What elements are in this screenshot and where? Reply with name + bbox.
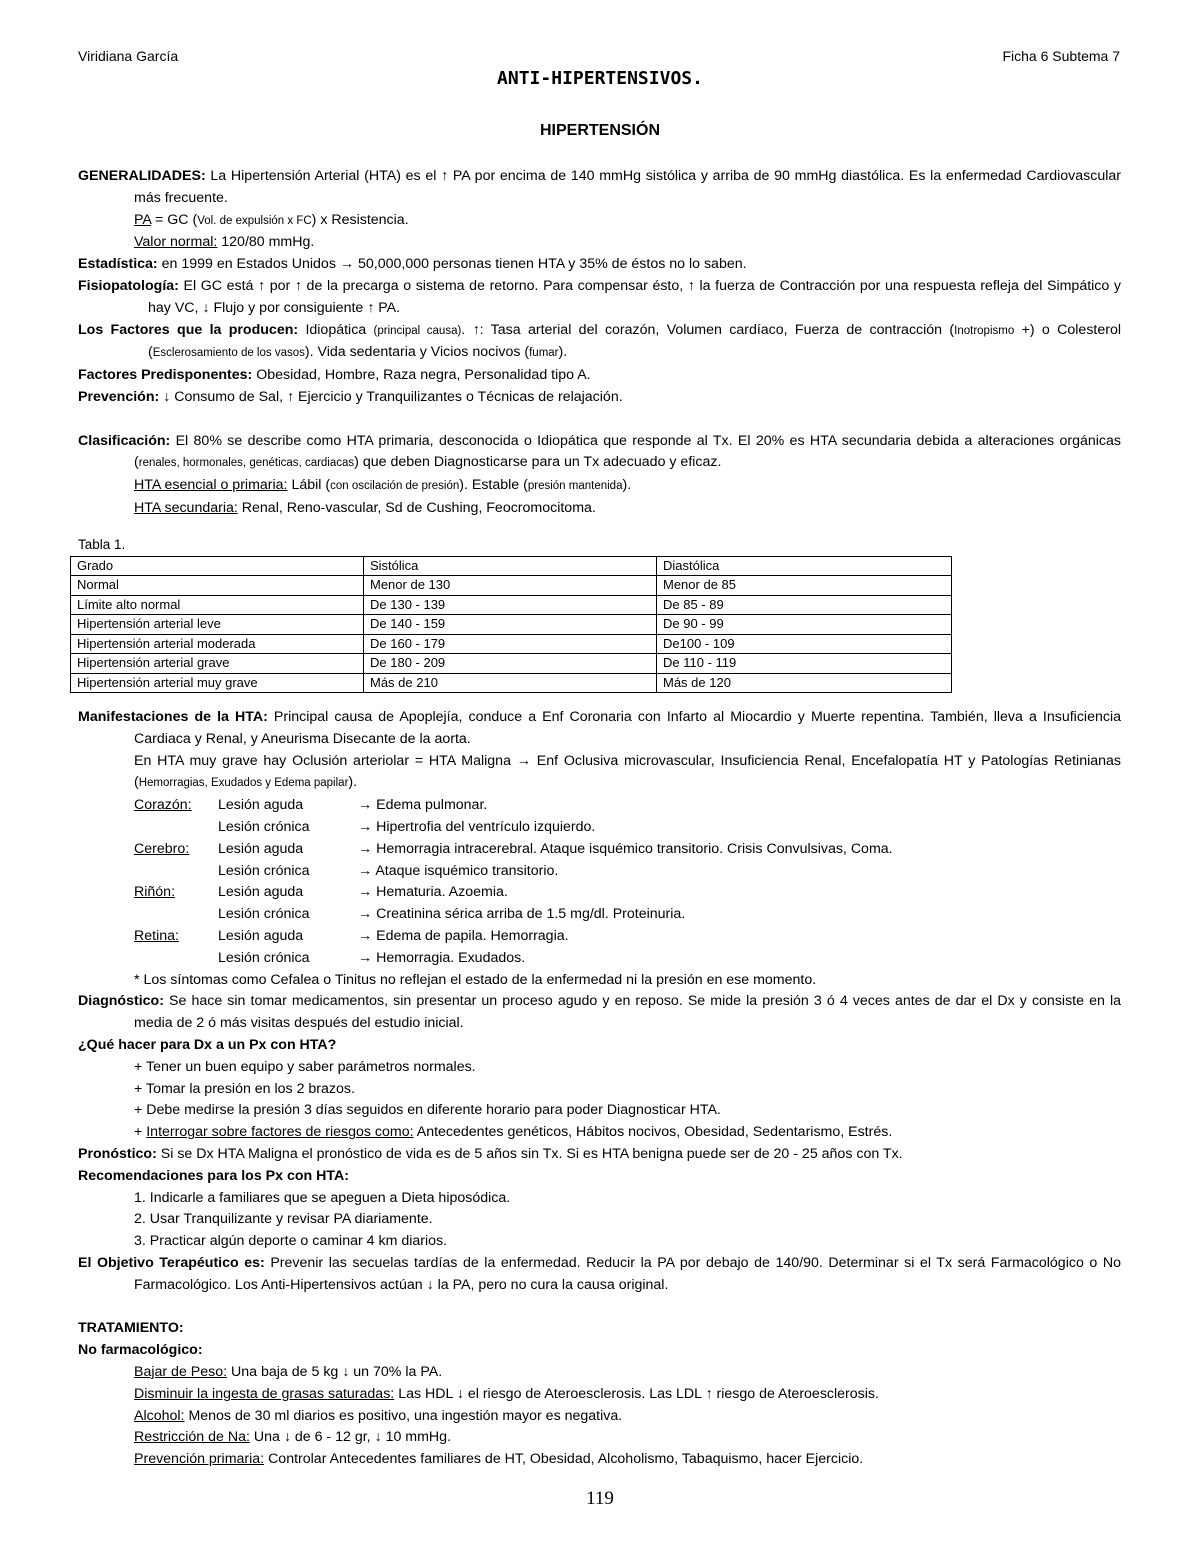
pa-text-a: = GC (: [155, 211, 198, 228]
fisiopatologia-label: Fisiopatología:: [78, 277, 179, 294]
lesion-type: Lesión aguda: [218, 797, 304, 814]
lesion-type: Lesión aguda: [218, 884, 304, 901]
table-cell: Hipertensión arterial muy grave: [71, 673, 364, 693]
diagnostico-paragraph: [78, 991, 1121, 1035]
organ-name: [134, 861, 218, 883]
objetivo-text: Prevenir las secuelas tardías de la enfermedad. Reducir la PA por debajo de 140/90. Determinar si el Tx será Farmacológico o No Farmacológico. Los Anti-Hipertensivos actúan ↓ la PA, pero no cura la causa original.: [134, 1254, 1121, 1293]
que-hacer-item: + Tomar la presión en los 2 brazos.: [134, 1080, 355, 1097]
hta-esencial: [78, 475, 1121, 498]
hta-esencial-s1: con oscilación de presión: [330, 480, 460, 493]
table-header-cell: Grado: [71, 556, 364, 576]
lesion-type: Lesión aguda: [218, 928, 304, 945]
sintomas-note: * Los síntomas como Cefalea o Tinitus no reflejan el estado de la enfermedad ni la presión en ese momento.: [134, 971, 817, 988]
predisponentes-text: Obesidad, Hombre, Raza negra, Personalidad tipo A.: [256, 367, 591, 384]
table-cell: De 130 - 139: [364, 595, 657, 615]
factores-paragraph: [78, 320, 1121, 366]
fisiopatologia-paragraph: [78, 276, 1121, 320]
lesion-effect: → Edema pulmonar.: [358, 797, 488, 814]
organ-name: Corazón:: [134, 797, 192, 814]
organ-name: Cerebro:: [134, 840, 190, 857]
no-farmacologico-heading: No farmacológico:: [78, 1342, 203, 1359]
organ-lesion-row: [78, 861, 1121, 883]
que-hacer-last-label: Interrogar sobre factores de riesgos como:: [146, 1124, 414, 1141]
recomendaciones-heading: Recomendaciones para los Px con HTA:: [78, 1167, 349, 1184]
pronostico-text: Si se Dx HTA Maligna el pronóstico de vida es de 5 años sin Tx. Si es HTA benigna puede ser de 20 - 25 años con Tx.: [160, 1145, 903, 1162]
organ-lesion-row: [78, 926, 1121, 948]
organ-lesion-row: [78, 948, 1121, 970]
que-hacer-prefix: +: [134, 1124, 147, 1141]
tratamiento-heading: TRATAMIENTO:: [78, 1320, 184, 1337]
factores-label: Los Factores que la producen:: [78, 321, 299, 338]
organ-lesion-row: [78, 839, 1121, 861]
table-cell: De 160 - 179: [364, 634, 657, 654]
organ-name: [134, 817, 218, 839]
generalidades-paragraph: [78, 166, 1121, 210]
hta-esencial-c: ).: [622, 477, 632, 494]
clasificacion-s1: renales, hormonales, genéticas, cardiacas: [138, 457, 355, 470]
tratamiento-item-label: Bajar de Peso:: [134, 1363, 228, 1380]
table-cell: De 90 - 99: [657, 615, 952, 635]
organ-lesions-list: [78, 795, 1121, 969]
tratamiento-item: [78, 1406, 1121, 1428]
prevencion-label: Prevención:: [78, 388, 160, 405]
table-row: [71, 595, 952, 615]
que-hacer-last-text: Antecedentes genéticos, Hábitos nocivos, Obesidad, Sedentarismo, Estrés.: [416, 1124, 893, 1141]
objetivo-paragraph: [78, 1253, 1121, 1297]
hta-esencial-a: Lábil (: [291, 477, 331, 494]
factores-t1: Idiopática: [305, 321, 367, 338]
lesion-type: Lesión crónica: [218, 949, 310, 966]
table-cell: Hipertensión arterial moderada: [71, 634, 364, 654]
hta-maligna-s: Hemorragias, Exudados y Edema papilar: [138, 777, 349, 790]
lesion-effect: → Ataque isquémico transitorio.: [358, 862, 559, 879]
hta-esencial-s2: presión mantenida: [527, 480, 623, 493]
valor-normal-text: 120/80 mmHg.: [221, 234, 315, 251]
valor-normal: [78, 232, 1121, 254]
table-cell: Hipertensión arterial grave: [71, 654, 364, 674]
estadistica-label: Estadística:: [78, 256, 158, 273]
hta-maligna-b: ).: [348, 774, 358, 791]
que-hacer-heading: ¿Qué hacer para Dx a un Px con HTA?: [78, 1037, 337, 1053]
document-body: [78, 166, 1121, 1471]
lesion-type: Lesión crónica: [218, 819, 310, 836]
lesion-effect: → Hipertrofia del ventrículo izquierdo.: [358, 819, 596, 836]
recomendacion-item: 1. Indicarle a familiares que se apeguen a Dieta hiposódica.: [134, 1189, 511, 1206]
objetivo-label: El Objetivo Terapéutico es:: [78, 1254, 265, 1271]
organ-lesion-row: [78, 795, 1121, 817]
valor-normal-label: Valor normal:: [134, 234, 218, 251]
table-cell: Normal: [71, 576, 364, 596]
diagnostico-text: Se hace sin tomar medicamentos, sin presentar un proceso agudo y en reposo. Se mide la presión 3 ó 4 veces antes de dar el Dx y consiste en la media de 2 ó más visitas después del estudio inicial.: [134, 993, 1121, 1032]
que-hacer-item: [78, 1122, 1121, 1144]
que-hacer-item: + Tener un buen equipo y saber parámetros normales.: [134, 1058, 476, 1075]
organ-lesion-row: [78, 817, 1121, 839]
table-row: [71, 654, 952, 674]
table-cell: De 180 - 209: [364, 654, 657, 674]
manifestaciones-paragraph: [78, 707, 1121, 751]
table-cell: De100 - 109: [657, 634, 952, 654]
manifestaciones-label: Manifestaciones de la HTA:: [78, 709, 268, 726]
pa-label: PA: [134, 211, 152, 228]
table-cell: De 110 - 119: [657, 654, 952, 674]
section-title: HIPERTENSIÓN: [539, 122, 660, 139]
table-row: [71, 634, 952, 654]
table-cell: Más de 210: [364, 673, 657, 693]
estadistica-paragraph: [78, 254, 1121, 276]
predisponentes-label: Factores Predisponentes:: [78, 367, 253, 384]
hta-esencial-label: HTA esencial o primaria:: [134, 477, 288, 494]
organ-lesion-row: [78, 904, 1121, 926]
tratamiento-item-text: Una ↓ de 6 - 12 gr, ↓ 10 mmHg.: [253, 1429, 452, 1446]
tratamiento-item: [78, 1384, 1121, 1406]
clasificacion-paragraph: [78, 431, 1121, 476]
table-cell: De 140 - 159: [364, 615, 657, 635]
factores-s1: (principal causa): [373, 324, 462, 337]
prevencion-paragraph: [78, 387, 1121, 409]
manifestaciones-text: Principal causa de Apoplejía, conduce a Enf Coronaria con Infarto al Miocardio y Muerte repentina. También, lleva a Insuficiencia Cardiaca y Renal, y Aneurisma Disecante de la aorta.: [134, 709, 1121, 747]
generalidades-label: GENERALIDADES:: [78, 168, 206, 184]
hta-esencial-b: ). Estable (: [459, 477, 528, 494]
page-number: 119: [586, 1488, 614, 1509]
factores-s3: Esclerosamiento de los vasos: [152, 347, 305, 360]
lesion-type: Lesión aguda: [218, 840, 304, 857]
pronostico-label: Pronóstico:: [78, 1145, 157, 1162]
factores-t5: ).: [558, 344, 568, 361]
table-header-cell: Sistólica: [364, 556, 657, 576]
tratamiento-item-label: Restricción de Na:: [134, 1429, 250, 1446]
header-author: Viridiana García: [78, 48, 179, 64]
table-row: [71, 615, 952, 635]
diagnostico-label: Diagnóstico:: [78, 993, 164, 1010]
clasificacion-t1: El 80% se describe como HTA primaria, desconocida o Idiopática que responde al Tx. El 20% es HTA secundaria debida a alteraciones orgánicas (: [134, 432, 1121, 471]
recomendacion-item: 3. Practicar algún deporte o caminar 4 km diarios.: [134, 1233, 448, 1250]
hta-maligna-a: En HTA muy grave hay Oclusión arteriolar = HTA Maligna → Enf Oclusiva microvascular, Insuficiencia Renal, Encefalopatía HT y Patologías Retinianas (: [134, 752, 1121, 791]
hta-maligna-paragraph: [78, 751, 1121, 796]
hta-secundaria-label: HTA secundaria:: [134, 499, 238, 516]
factores-t4: ). Vida sedentaria y Vicios nocivos (: [304, 344, 530, 361]
tratamiento-item: [78, 1427, 1121, 1449]
factores-s2: Inotropismo: [954, 324, 1015, 337]
lesion-type: Lesión crónica: [218, 906, 310, 923]
tratamiento-item-text: Controlar Antecedentes familiares de HT, Obesidad, Alcoholismo, Tabaquismo, hacer Ejercicio.: [268, 1451, 864, 1468]
organ-name: [134, 948, 218, 970]
generalidades-text: La Hipertensión Arterial (HTA) es el ↑ PA por encima de 140 mmHg sistólica y arriba de 90 mmHg diastólica. Es la enfermedad Cardiovascular más frecuente.: [134, 168, 1121, 206]
prevencion-text: ↓ Consumo de Sal, ↑ Ejercicio y Tranquilizantes o Técnicas de relajación.: [163, 388, 623, 405]
lesion-effect: → Hematuria. Azoemia.: [358, 884, 508, 901]
hta-secundaria-text: Renal, Reno-vascular, Sd de Cushing, Feocromocitoma.: [241, 499, 596, 516]
tratamiento-item-label: Prevención primaria:: [134, 1451, 265, 1468]
lesion-effect: → Hemorragia. Exudados.: [358, 949, 526, 966]
table-caption: Tabla 1.: [78, 536, 126, 552]
pa-formula: [78, 210, 1121, 233]
header-reference: Ficha 6 Subtema 7: [1002, 48, 1120, 64]
tratamiento-item-text: Menos de 30 ml diarios es positivo, una ingestión mayor es negativa.: [188, 1407, 623, 1424]
factores-s4: fumar: [529, 347, 559, 360]
estadistica-text: en 1999 en Estados Unidos → 50,000,000 personas tienen HTA y 35% de éstos no lo saben.: [161, 256, 747, 273]
hta-secundaria: [78, 498, 1121, 520]
table-header-cell: Diastólica: [657, 556, 952, 576]
tratamiento-item-text: Las HDL ↓ el riesgo de Ateroesclerosis. Las LDL ↑ riesgo de Ateroesclerosis.: [398, 1385, 879, 1402]
que-hacer-item: + Debe medirse la presión 3 días seguidos en diferente horario para poder Diagnosticar HTA.: [134, 1102, 721, 1119]
tratamiento-item-text: Una baja de 5 kg ↓ un 70% la PA.: [231, 1363, 443, 1380]
tratamiento-item: [78, 1362, 1121, 1384]
lesion-effect: → Edema de papila. Hemorragia.: [358, 928, 569, 945]
lesion-type: Lesión crónica: [218, 862, 310, 879]
organ-lesion-row: [78, 882, 1121, 904]
table-cell: Hipertensión arterial leve: [71, 615, 364, 635]
tratamiento-item-label: Disminuir la ingesta de grasas saturadas:: [134, 1385, 395, 1402]
table-row: [71, 576, 952, 596]
fisiopatologia-text: El GC está ↑ por ↑ de la precarga o sistema de retorno. Para compensar ésto, ↑ la fuerza de Contracción por una respuesta refleja del Simpático y hay VC, ↓ Flujo y por consiguiente ↑ PA.: [148, 277, 1121, 316]
tratamiento-item-label: Alcohol:: [134, 1407, 185, 1424]
organ-name: [134, 904, 218, 926]
pa-text-b: ) x Resistencia.: [311, 211, 409, 228]
recomendacion-item: 2. Usar Tranquilizante y revisar PA diariamente.: [134, 1211, 433, 1228]
table-cell: De 85 - 89: [657, 595, 952, 615]
clasificacion-t2: ) que deben Diagnosticarse para un Tx adecuado y eficaz.: [354, 454, 722, 471]
table-row: [71, 673, 952, 693]
table-cell: Límite alto normal: [71, 595, 364, 615]
pa-text-small: Vol. de expulsión x FC: [197, 214, 312, 227]
lesion-effect: → Hemorragia intracerebral. Ataque isquémico transitorio. Crisis Convulsivas, Coma.: [358, 840, 893, 857]
table-header-row: [71, 556, 952, 576]
table-cell: Más de 120: [657, 673, 952, 693]
table-cell: Menor de 130: [364, 576, 657, 596]
hypertension-grades-table: [70, 556, 952, 694]
organ-name: Retina:: [134, 928, 179, 945]
table-cell: Menor de 85: [657, 576, 952, 596]
tratamiento-item: [78, 1449, 1121, 1471]
document-title: ANTI-HIPERTENSIVOS.: [497, 68, 703, 89]
factores-t3: +) o Colesterol (: [148, 321, 1122, 361]
clasificacion-label: Clasificación:: [78, 432, 171, 449]
factores-t2: . ↑: Tasa arterial del corazón, Volumen cardíaco, Fuerza de contracción (: [461, 321, 955, 338]
lesion-effect: → Creatinina sérica arriba de 1.5 mg/dl. Proteinuria.: [358, 906, 686, 923]
predisponentes-paragraph: [78, 365, 1121, 387]
pronostico-paragraph: [78, 1144, 1121, 1166]
organ-name: Riñón:: [134, 884, 176, 901]
